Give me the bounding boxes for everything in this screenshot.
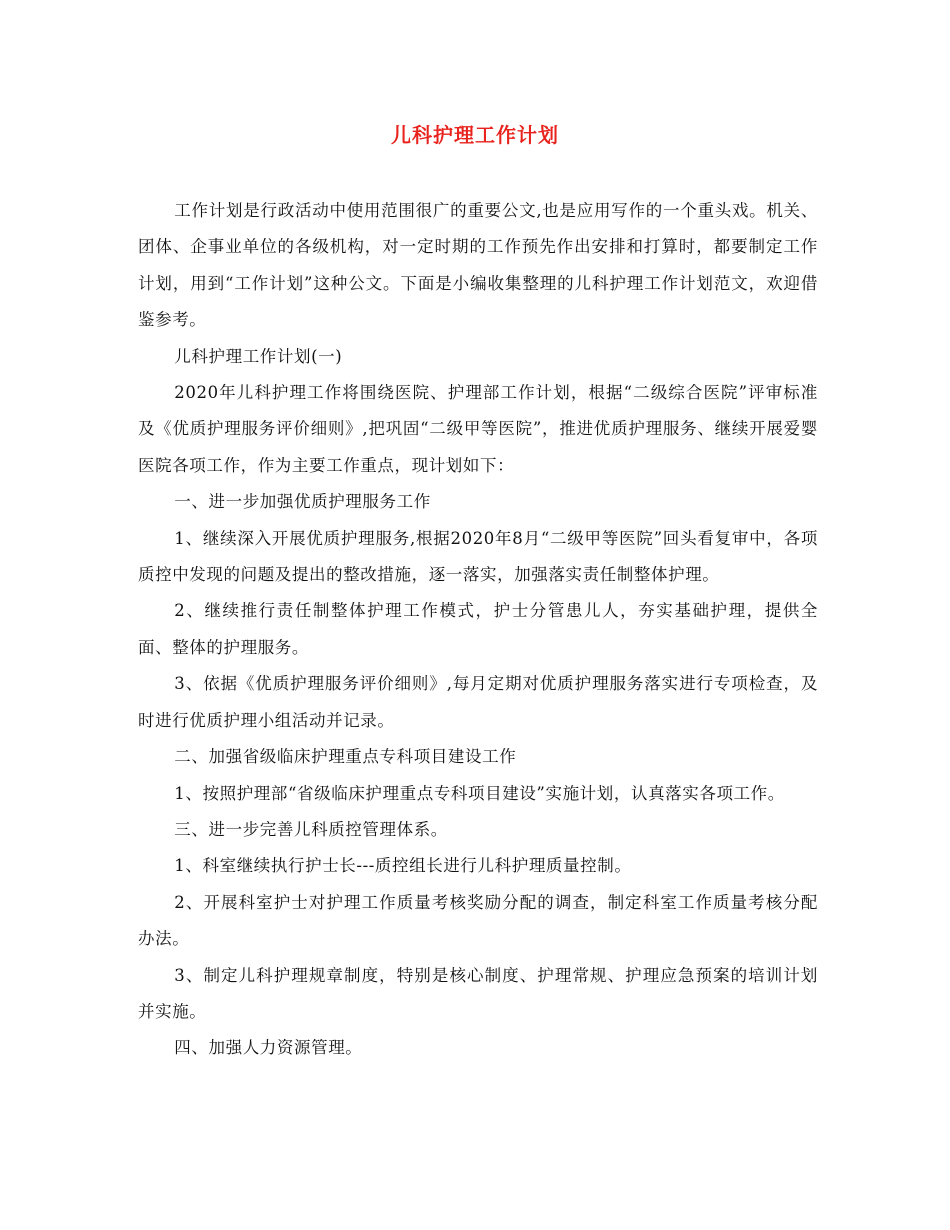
section-heading-4: 四、加强人力资源管理。 (174, 1038, 363, 1058)
section-1-item-3: 3、依据《优质护理服务评价细则》,每月定期对优质护理服务落实进行专项检查，及时进行优质护理小组活动并记录。 (138, 674, 818, 730)
section-3-item-2: 2、开展科室护士对护理工作质量考核奖励分配的调查，制定科室工作质量考核分配办法。 (138, 892, 818, 949)
plan-overview-paragraph: 2020年儿科护理工作将围绕医院、护理部工作计划，根据“二级综合医院”评审标准及《优质护理服务评价细则》,把巩固“二级甲等医院”，推进优质护理服务、继续开展爱婴医院各项工作，作为主要工作重点，现计划如下： (138, 383, 818, 475)
section-heading-2: 二、加强省级临床护理重点专科项目建设工作 (174, 747, 517, 767)
section-3-item-1: 1、科室继续执行护士长---质控组长进行儿科护理质量控制。 (174, 856, 632, 876)
section-2-item-1: 1、按照护理部“省级临床护理重点专科项目建设”实施计划，认真落实各项工作。 (174, 783, 785, 803)
section-heading-1: 一、进一步加强优质护理服务工作 (174, 492, 431, 512)
section-heading-3: 三、进一步完善儿科质控管理体系。 (174, 819, 448, 839)
section-1-item-2: 2、继续推行责任制整体护理工作模式，护士分管患儿人，夯实基础护理，提供全面、整体的护理服务。 (138, 601, 818, 657)
section-3-item-3: 3、制定儿科护理规章制度，特别是核心制度、护理常规、护理应急预案的培训计划并实施。 (138, 965, 818, 1021)
intro-paragraph: 工作计划是行政活动中使用范围很广的重要公文,也是应用写作的一个重头戏。机关、团体、企事业单位的各级机构，对一定时期的工作预先作出安排和打算时，都要制定工作计划，用到“工作计划”这种公文。下面是小编收集整理的儿科护理工作计划范文，欢迎借鉴参考。 (138, 201, 818, 330)
section-1-item-1: 1、继续深入开展优质护理服务,根据2020年8月“二级甲等医院”回头看复审中，各项质控中发现的问题及提出的整改措施，逐一落实，加强落实责任制整体护理。 (138, 528, 818, 585)
plan-heading-1: 儿科护理工作计划(一) (174, 346, 343, 366)
document-body (138, 193, 818, 1067)
document-title: 儿科护理工作计划 (391, 123, 559, 147)
